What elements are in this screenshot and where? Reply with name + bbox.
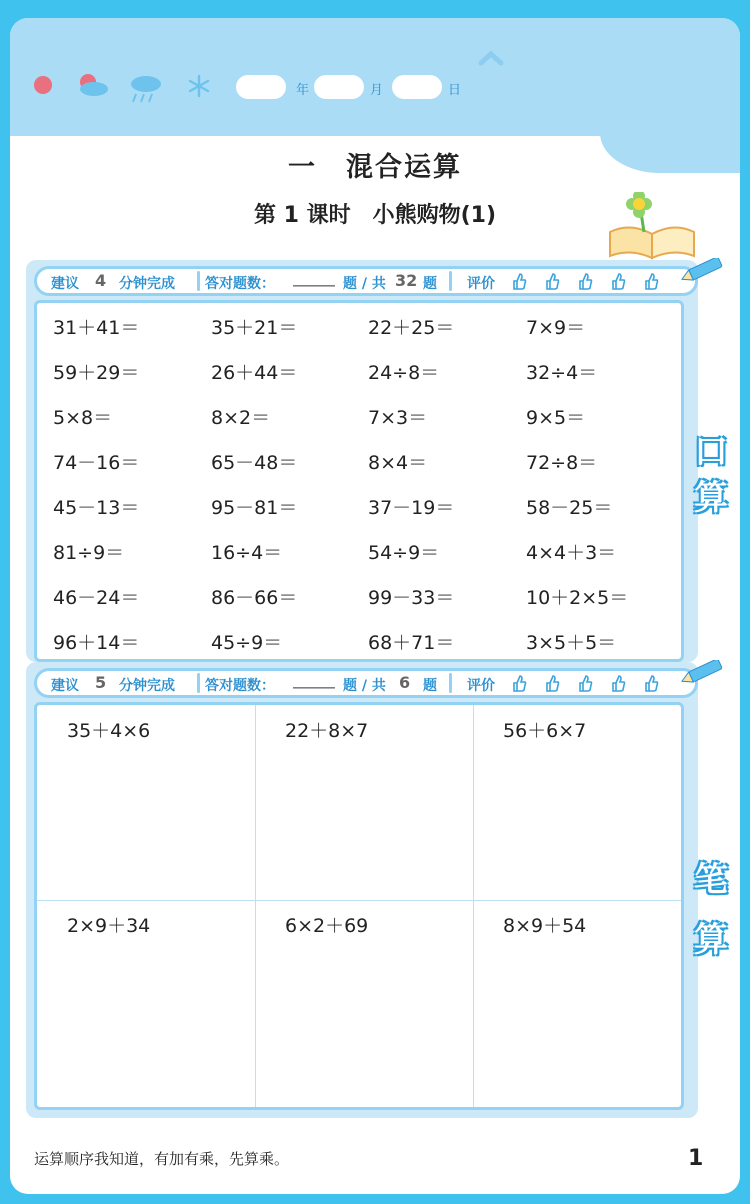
written-problem[interactable]: 56＋6×7 <box>503 720 587 742</box>
grid-line <box>37 900 681 901</box>
divider <box>449 673 452 693</box>
thumbs-up-icon[interactable] <box>643 674 659 693</box>
total-prefix: 题 / 共 <box>343 276 386 292</box>
oral-problem: 37－19＝ <box>368 497 455 519</box>
oral-problem: 96＋14＝ <box>53 632 140 654</box>
total-count: 6 <box>399 673 411 692</box>
oral-problem: 59＋29＝ <box>53 362 140 384</box>
month-label: 月 <box>370 83 384 98</box>
rule-rhyme: 运算顺序我知道，有加有乘，先算乘。 <box>34 1150 290 1168</box>
divider <box>197 271 200 291</box>
open-book-flower-icon <box>606 192 698 262</box>
written-panel <box>34 702 684 1110</box>
oral-problem: 45－13＝ <box>53 497 140 519</box>
oral-problem: 45÷9＝ <box>211 632 283 654</box>
oral-problem: 16÷4＝ <box>211 542 283 564</box>
suggest-minutes: 4 <box>95 271 107 290</box>
oral-problem: 4×4＋3＝ <box>526 542 617 564</box>
pencil-icon <box>678 258 728 282</box>
oral-problem: 54÷9＝ <box>368 542 440 564</box>
oral-problem: 26＋44＝ <box>211 362 298 384</box>
thumbs-up-icon[interactable] <box>544 272 560 291</box>
written-tag-char: 笔 <box>694 860 728 900</box>
rating-label: 评价 <box>467 276 495 292</box>
oral-problem: 22＋25＝ <box>368 317 455 339</box>
thumbs-up-icon[interactable] <box>511 272 527 291</box>
rain-icon[interactable] <box>128 72 164 106</box>
oral-problem: 95－81＝ <box>211 497 298 519</box>
total-suffix: 题 <box>423 678 437 694</box>
year-field[interactable] <box>236 75 286 99</box>
oral-problem: 8×4＝ <box>368 452 428 474</box>
suggest-minutes: 5 <box>95 673 107 692</box>
suggest-suffix: 分钟完成 <box>119 276 175 292</box>
page-number: 1 <box>688 1146 704 1171</box>
suggest-prefix: 建议 <box>51 276 79 292</box>
oral-info-bar <box>34 266 698 296</box>
total-suffix: 题 <box>423 276 437 292</box>
oral-problem: 86－66＝ <box>211 587 298 609</box>
cloudy-icon[interactable] <box>76 72 110 98</box>
suggest-suffix: 分钟完成 <box>119 678 175 694</box>
day-field[interactable] <box>392 75 442 99</box>
oral-problem: 31＋41＝ <box>53 317 140 339</box>
year-label: 年 <box>296 83 310 98</box>
suggest-prefix: 建议 <box>51 678 79 694</box>
thumbs-up-icon[interactable] <box>610 674 626 693</box>
written-problem[interactable]: 35＋4×6 <box>67 720 151 742</box>
oral-problem: 9×5＝ <box>526 407 586 429</box>
oral-problem: 35＋21＝ <box>211 317 298 339</box>
divider <box>197 673 200 693</box>
total-prefix: 题 / 共 <box>343 678 386 694</box>
oral-side-tag <box>688 432 734 518</box>
written-side-tag <box>688 860 734 960</box>
chevron-up-icon <box>478 50 504 66</box>
oral-problem: 10＋2×5＝ <box>526 587 629 609</box>
thumbs-up-icon[interactable] <box>643 272 659 291</box>
correct-label: 答对题数： <box>205 678 275 694</box>
rating-label: 评价 <box>467 678 495 694</box>
written-problem[interactable]: 8×9＋54 <box>503 915 587 937</box>
oral-problem: 5×8＝ <box>53 407 113 429</box>
correct-label: 答对题数： <box>205 276 275 292</box>
written-problem[interactable]: 2×9＋34 <box>67 915 151 937</box>
oral-problem: 58－25＝ <box>526 497 613 519</box>
written-problem[interactable]: 22＋8×7 <box>285 720 369 742</box>
thumbs-up-icon[interactable] <box>610 272 626 291</box>
month-field[interactable] <box>314 75 364 99</box>
sun-icon[interactable] <box>32 74 54 96</box>
oral-problem: 46－24＝ <box>53 587 140 609</box>
grid-line <box>473 705 474 1107</box>
oral-tag-char: 口 <box>694 432 728 472</box>
oral-panel <box>34 300 684 662</box>
oral-problem: 81÷9＝ <box>53 542 125 564</box>
oral-problem: 72÷8＝ <box>526 452 598 474</box>
oral-problem: 74－16＝ <box>53 452 140 474</box>
thumbs-up-icon[interactable] <box>577 674 593 693</box>
written-info-bar <box>34 668 698 698</box>
total-count: 32 <box>395 271 418 290</box>
thumbs-up-icon[interactable] <box>544 674 560 693</box>
lesson-subtitle: 第 1 课时 小熊购物(1) <box>253 203 497 228</box>
oral-problem: 32÷4＝ <box>526 362 598 384</box>
snow-icon[interactable] <box>187 74 211 98</box>
written-problem[interactable]: 6×2＋69 <box>285 915 369 937</box>
written-tag-char: 算 <box>694 920 728 960</box>
divider <box>449 271 452 291</box>
correct-blank[interactable]: ______ <box>293 673 335 689</box>
thumbs-up-icon[interactable] <box>577 272 593 291</box>
oral-problem: 24÷8＝ <box>368 362 440 384</box>
oral-problem: 68＋71＝ <box>368 632 455 654</box>
grid-line <box>255 705 256 1107</box>
oral-problem: 8×2＝ <box>211 407 271 429</box>
day-label: 日 <box>448 83 462 98</box>
oral-tag-char: 算 <box>694 478 728 518</box>
oral-problem: 7×9＝ <box>526 317 586 339</box>
oral-problem: 3×5＋5＝ <box>526 632 617 654</box>
thumbs-up-icon[interactable] <box>511 674 527 693</box>
correct-blank[interactable]: ______ <box>293 271 335 287</box>
oral-problem: 65－48＝ <box>211 452 298 474</box>
pencil-icon <box>678 660 728 684</box>
oral-problem: 99－33＝ <box>368 587 455 609</box>
oral-problem: 7×3＝ <box>368 407 428 429</box>
unit-title: 一 混合运算 <box>288 152 462 183</box>
